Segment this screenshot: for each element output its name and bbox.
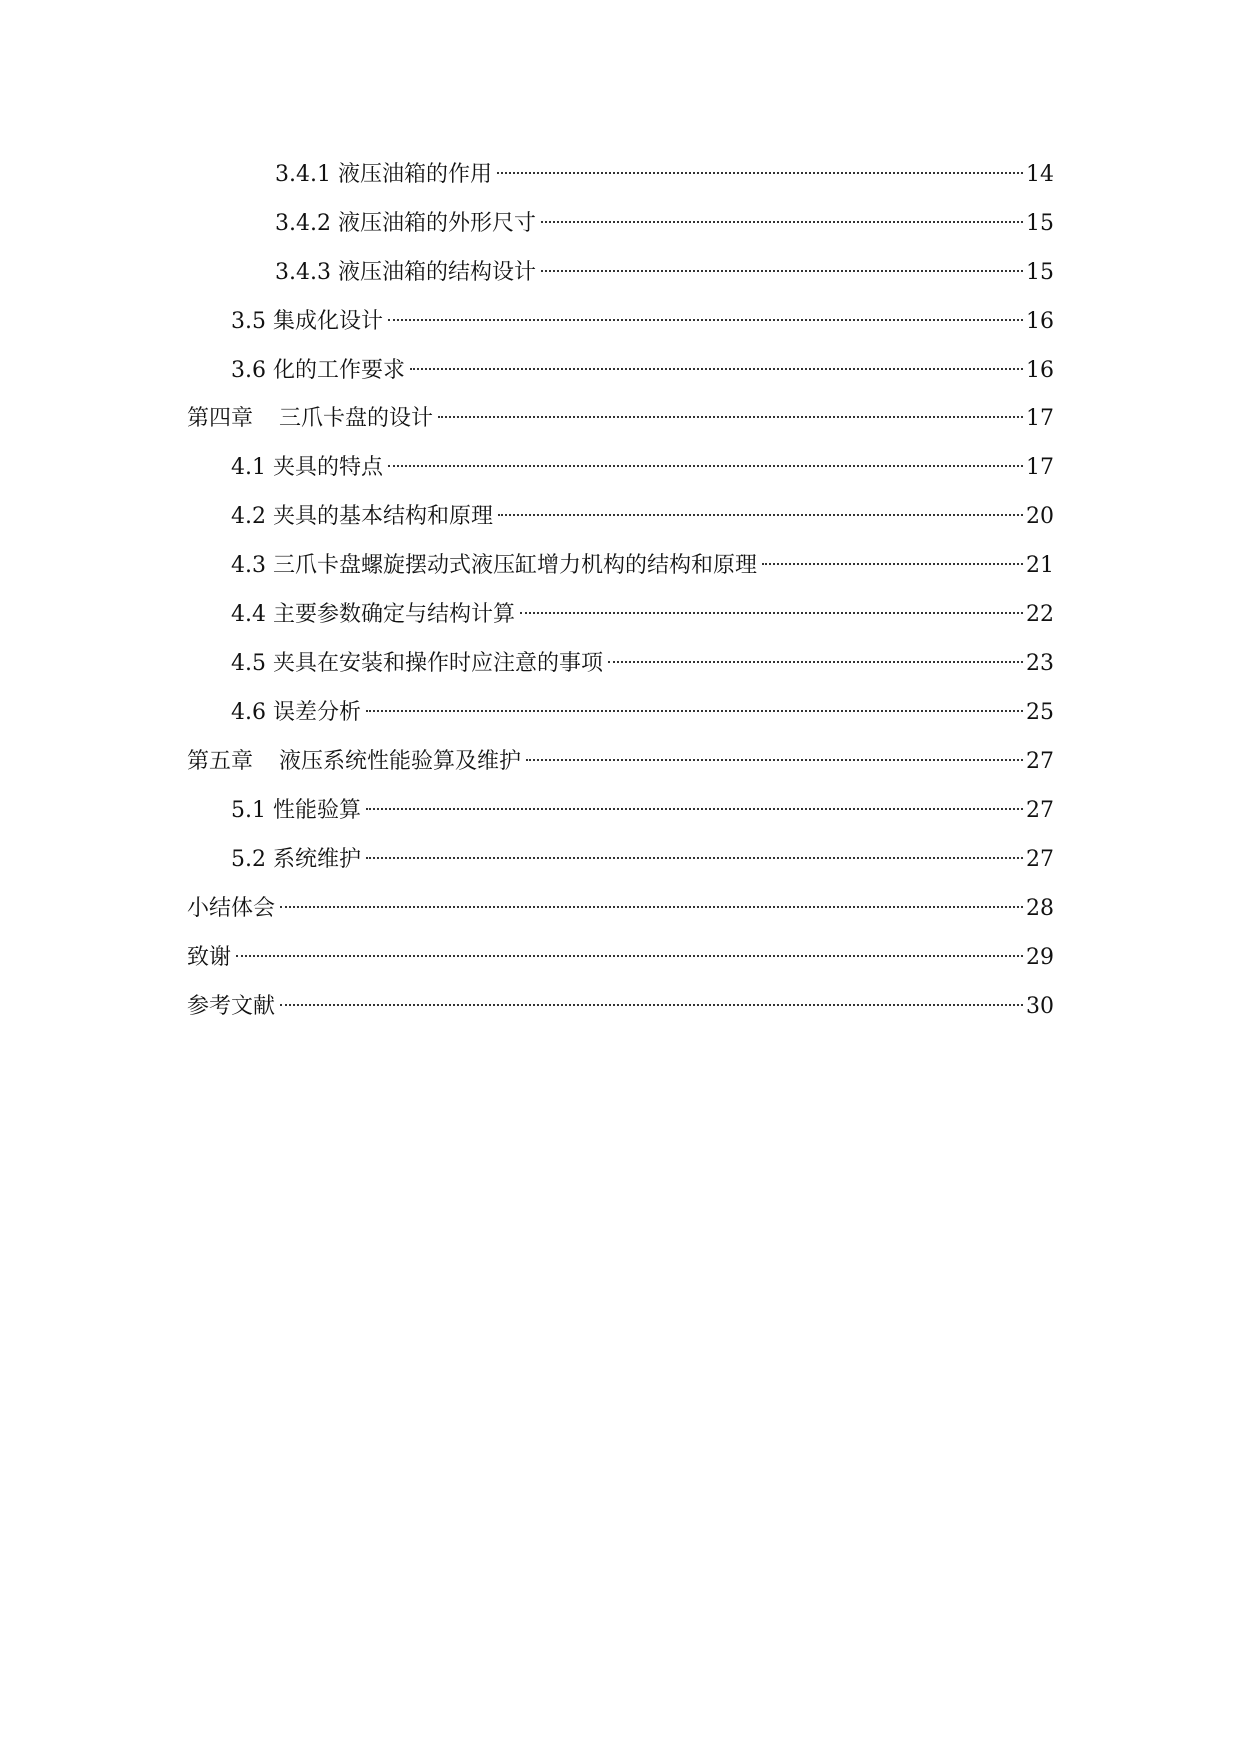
- dot-leader: [388, 465, 1023, 467]
- toc-entry-4-2: [231, 500, 1054, 534]
- toc-entry-page: 28: [1026, 896, 1054, 921]
- toc-entry-label: 5.1 性能验算: [231, 798, 361, 823]
- toc-entry-3-5: [231, 305, 1054, 339]
- dot-leader: [520, 612, 1023, 614]
- dot-leader: [498, 514, 1023, 516]
- dot-leader: [410, 368, 1023, 370]
- toc-entry-page: 29: [1026, 945, 1054, 970]
- toc-entry-label: 3.5 集成化设计: [231, 309, 383, 334]
- toc-entry-label: 4.2 夹具的基本结构和原理: [231, 504, 493, 529]
- toc-entry-page: 17: [1026, 455, 1054, 480]
- toc-entry-summary: [187, 892, 1054, 926]
- toc-entry-3-4-2: [275, 207, 1054, 241]
- toc-chapter-title: 三爪卡盘的设计: [279, 406, 434, 431]
- toc-entry-chapter-4: [187, 402, 1054, 436]
- toc-chapter-number: 第五章: [187, 749, 254, 774]
- toc-entry-4-3: [231, 549, 1054, 583]
- toc-entry-label: 3.4.2 液压油箱的外形尺寸: [275, 211, 536, 236]
- toc-entry-chapter-5: [187, 745, 1054, 779]
- dot-leader: [366, 710, 1023, 712]
- toc-entry-page: 27: [1026, 798, 1054, 823]
- toc-entry-label: 4.5 夹具在安装和操作时应注意的事项: [231, 651, 603, 676]
- toc-entry-label: 5.2 系统维护: [231, 847, 361, 872]
- dot-leader: [388, 319, 1023, 321]
- toc-entry-5-1: [231, 794, 1054, 828]
- toc-entry-references: [187, 990, 1054, 1024]
- toc-entry-3-6: [231, 354, 1054, 388]
- dot-leader: [497, 172, 1023, 174]
- toc-entry-5-2: [231, 843, 1054, 877]
- toc-entry-4-5: [231, 647, 1054, 681]
- toc-entry-label: 4.6 误差分析: [231, 700, 361, 725]
- toc-entry-page: 23: [1026, 651, 1054, 676]
- toc-entry-page: 20: [1026, 504, 1054, 529]
- dot-leader: [236, 955, 1023, 957]
- toc-entry-page: 25: [1026, 700, 1054, 725]
- toc-entry-page: 15: [1026, 260, 1054, 285]
- toc-entry-label: 4.4 主要参数确定与结构计算: [231, 602, 515, 627]
- toc-entry-page: 15: [1026, 211, 1054, 236]
- toc-entry-label: 3.6 化的工作要求: [231, 358, 405, 383]
- toc-entry-page: 27: [1026, 847, 1054, 872]
- dot-leader: [608, 661, 1023, 663]
- toc-entry-page: 17: [1026, 406, 1054, 431]
- toc-chapter-title: 液压系统性能验算及维护: [279, 749, 522, 774]
- dot-leader: [438, 416, 1023, 418]
- dot-leader: [762, 563, 1023, 565]
- dot-leader: [526, 759, 1023, 761]
- dot-leader: [541, 221, 1023, 223]
- toc-entry-label: 4.3 三爪卡盘螺旋摆动式液压缸增力机构的结构和原理: [231, 553, 757, 578]
- dot-leader: [280, 906, 1023, 908]
- toc-entry-page: 16: [1026, 358, 1054, 383]
- dot-leader: [541, 270, 1023, 272]
- dot-leader: [280, 1004, 1023, 1006]
- toc-entry-4-1: [231, 451, 1054, 485]
- toc-entry-label: 4.1 夹具的特点: [231, 455, 383, 480]
- toc-entry-label: 参考文献: [187, 994, 276, 1019]
- toc-entry-page: 21: [1026, 553, 1054, 578]
- toc-entry-4-6: [231, 696, 1054, 730]
- toc-entry-4-4: [231, 598, 1054, 632]
- toc-entry-page: 30: [1026, 994, 1054, 1019]
- toc-entry-label: 小结体会: [187, 896, 276, 921]
- toc-entry-page: 16: [1026, 309, 1054, 334]
- toc-entry-page: 22: [1026, 602, 1054, 627]
- toc-chapter-number: 第四章: [187, 406, 254, 431]
- toc-entry-page: 14: [1026, 162, 1054, 187]
- dot-leader: [366, 808, 1023, 810]
- toc-entry-label: 3.4.3 液压油箱的结构设计: [275, 260, 536, 285]
- toc-entry-3-4-1: [275, 158, 1054, 192]
- toc-entry-3-4-3: [275, 256, 1054, 290]
- toc-entry-acknowledgements: [187, 941, 1054, 975]
- dot-leader: [366, 857, 1023, 859]
- toc-entry-label: 致谢: [187, 945, 232, 970]
- toc-entry-page: 27: [1026, 749, 1054, 774]
- toc-entry-label: 3.4.1 液压油箱的作用: [275, 162, 492, 187]
